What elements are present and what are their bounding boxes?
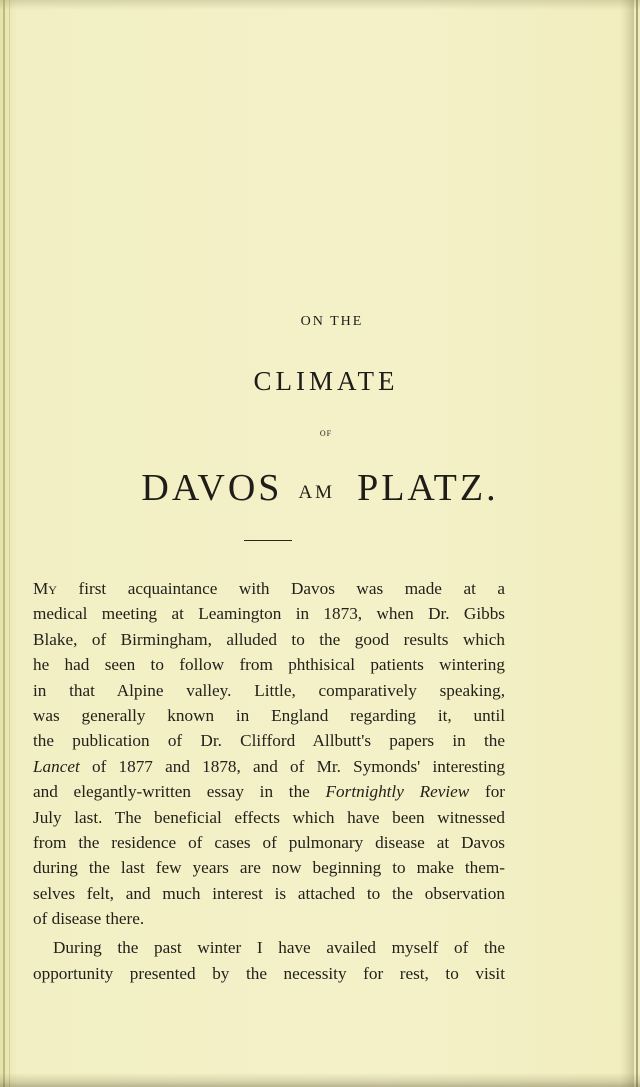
text-line: Blake, of Birmingham, alluded to the good results which [33, 629, 505, 649]
text-line [33, 779, 505, 804]
heading-davos: DAVOS [141, 467, 283, 509]
drop-smallcaps-word: My [33, 579, 57, 598]
text-line: of disease there. [33, 909, 145, 929]
page-right-edge [636, 0, 638, 1087]
heading-climate: CLIMATE [253, 366, 399, 396]
page-left-edge-inner [9, 0, 10, 1087]
text-line: July last. The beneficial effects which have been witnessed [33, 807, 505, 827]
section-divider-rule [244, 540, 292, 541]
heading-davos-am-platz [0, 466, 640, 510]
page-top-shadow [0, 0, 640, 10]
text-line: opportunity presented by the necessity for rest, to visit [33, 963, 505, 983]
page-bottom-edge [0, 1073, 640, 1087]
text-span: for [469, 782, 506, 802]
text-line: medical meeting at Leamington in 1873, when Dr. Gibbs [33, 604, 505, 624]
heading-am: AM [298, 482, 336, 503]
text-line: the publication of Dr. Clifford Allbutt's papers in the [33, 731, 505, 751]
heading-platz: PLATZ. [357, 467, 499, 509]
text-line: was generally known in England regarding it, until [33, 705, 505, 725]
text-span: and elegantly-written essay in the [33, 782, 326, 802]
text-line: in that Alpine valley. Little, comparatively speaking, [33, 680, 505, 700]
italic-fortnightly-review: Fortnightly Review [325, 782, 470, 802]
body-text [33, 576, 505, 986]
italic-lancet: Lancet [33, 756, 80, 776]
text-line: from the residence of cases of pulmonary disease at Davos [33, 832, 505, 852]
text-line: he had seen to follow from phthisical patients wintering [33, 655, 505, 675]
text-span: of 1877 and 1878, and of Mr. Symonds' interesting [79, 756, 505, 776]
page-right-gutter-shadow [620, 0, 634, 1087]
heading-of: OF [319, 429, 333, 438]
text-line: During the past winter I have availed myself of the [53, 938, 505, 958]
page-left-edge [3, 0, 5, 1087]
text-line: during the last few years are now beginning to make them- [33, 858, 505, 878]
text-line [33, 576, 505, 601]
text-line: selves felt, and much interest is attached to the observation [33, 883, 505, 903]
text-span: first acquaintance with Davos was made at a [56, 579, 505, 598]
text-line [33, 754, 505, 779]
heading-on-the: ON THE [300, 314, 364, 329]
